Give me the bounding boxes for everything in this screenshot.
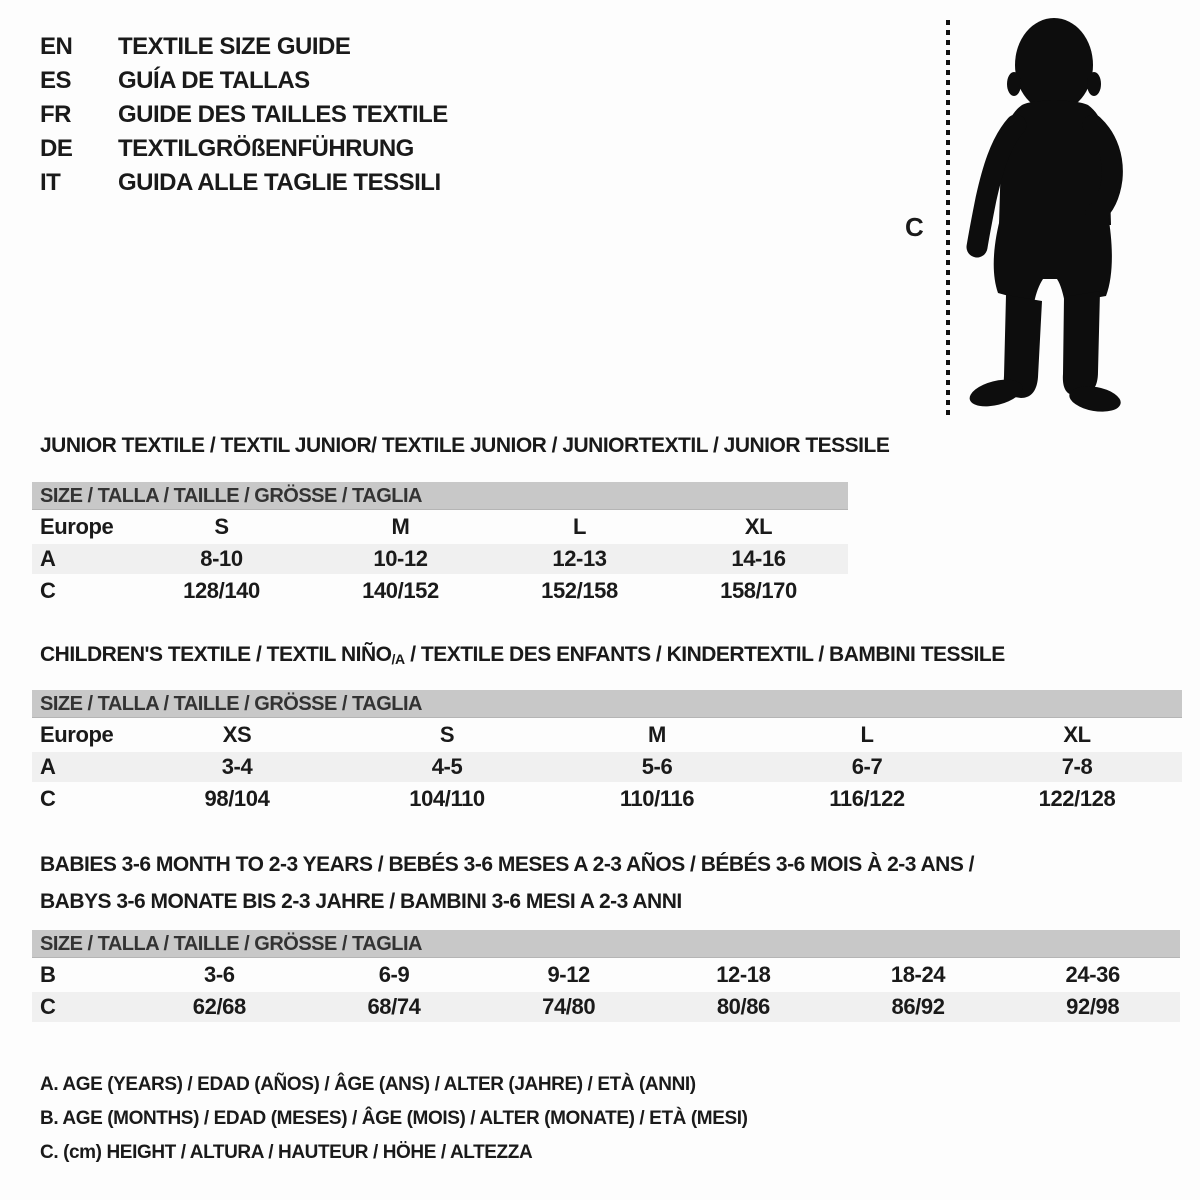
language-row-fr — [40, 98, 448, 132]
babies-section-title — [40, 846, 974, 920]
table-cell: L — [572, 514, 587, 539]
junior-size-header-band: SIZE / TALLA / TAILLE / GRÖSSE / TAGLIA — [32, 482, 848, 510]
babies-title-line2: BABYS 3-6 MONATE BIS 2-3 JAHRE / BAMBINI 3-6 MESI A 2-3 ANNI — [40, 890, 682, 913]
language-code: ES — [40, 67, 72, 94]
row-label: Europe — [40, 514, 114, 539]
children-row-europe — [32, 720, 1182, 750]
children-size-header-band: SIZE / TALLA / TAILLE / GRÖSSE / TAGLIA — [32, 690, 1182, 718]
table-cell: 110/116 — [619, 786, 695, 811]
row-label: C — [40, 578, 56, 603]
table-cell: 74/80 — [542, 994, 596, 1019]
table-cell: M — [391, 514, 410, 539]
legend-line-b: B. AGE (MONTHS) / EDAD (MESES) / ÂGE (MOIS) / ALTER (MONATE) / ETÀ (MESI) — [40, 1108, 748, 1129]
children-title-part1: CHILDREN'S TEXTILE / TEXTIL NIÑO — [40, 643, 392, 666]
table-cell: 98/104 — [204, 786, 270, 811]
table-cell: 3-6 — [204, 962, 235, 987]
table-cell: M — [648, 722, 666, 747]
row-label: Europe — [40, 722, 114, 747]
table-cell: S — [439, 722, 455, 747]
babies-size-table — [32, 930, 1180, 1022]
row-label: C — [40, 786, 56, 811]
table-cell: 80/86 — [716, 994, 770, 1019]
table-cell: 158/170 — [720, 578, 797, 603]
junior-row-height — [32, 576, 848, 606]
language-code: IT — [40, 169, 61, 196]
measure-c-label: C — [905, 212, 924, 242]
table-cell: 18-24 — [890, 962, 946, 987]
table-cell: 8-10 — [200, 546, 243, 571]
table-cell: XL — [1063, 722, 1091, 747]
children-row-height — [32, 784, 1182, 814]
table-cell: 12-13 — [552, 546, 607, 571]
language-label: GUIDA ALLE TAGLIE TESSILI — [118, 169, 441, 196]
language-label: GUÍA DE TALLAS — [118, 67, 310, 94]
table-cell: 128/140 — [183, 578, 260, 603]
table-cell: 86/92 — [891, 994, 945, 1019]
babies-row-months — [32, 960, 1180, 990]
children-row-age — [32, 752, 1182, 782]
junior-row-europe — [32, 512, 848, 542]
table-cell: 68/74 — [367, 994, 421, 1019]
table-cell: 62/68 — [192, 994, 246, 1019]
language-label: TEXTILE SIZE GUIDE — [118, 33, 351, 60]
language-code: DE — [40, 135, 73, 162]
junior-section-title: JUNIOR TEXTILE / TEXTIL JUNIOR/ TEXTILE JUNIOR / JUNIORTEXTIL / JUNIOR TESSILE — [40, 434, 890, 457]
language-row-en — [40, 30, 448, 64]
height-measure-dashed-line — [946, 20, 950, 418]
language-code: EN — [40, 33, 73, 60]
measurement-legend — [40, 1068, 748, 1170]
table-cell: 3-4 — [221, 754, 253, 779]
babies-row-height — [32, 992, 1180, 1022]
table-cell: XL — [744, 514, 773, 539]
language-code: FR — [40, 101, 71, 128]
children-size-table — [32, 690, 1182, 814]
table-cell: 14-16 — [731, 546, 786, 571]
language-label: GUIDE DES TAILLES TEXTILE — [118, 101, 448, 128]
row-label: A — [40, 546, 56, 571]
row-label: C — [40, 994, 56, 1019]
table-cell: 92/98 — [1066, 994, 1120, 1019]
table-cell: 116/122 — [829, 786, 905, 811]
table-cell: 122/128 — [1038, 786, 1116, 811]
table-cell: S — [214, 514, 229, 539]
toddler-silhouette-icon — [960, 16, 1140, 418]
legend-line-c: C. (cm) HEIGHT / ALTURA / HAUTEUR / HÖHE / ALTEZZA — [40, 1142, 533, 1163]
table-cell: 104/110 — [409, 786, 485, 811]
table-cell: 7-8 — [1061, 754, 1093, 779]
children-section-title — [40, 643, 1005, 667]
table-cell: XS — [222, 722, 252, 747]
table-cell: 12-18 — [716, 962, 771, 987]
table-cell: 4-5 — [431, 754, 463, 779]
language-row-de — [40, 132, 448, 166]
table-cell: 10-12 — [373, 546, 428, 571]
table-cell: 140/152 — [362, 578, 439, 603]
language-label: TEXTILGRÖßENFÜHRUNG — [118, 135, 414, 162]
table-cell: 6-7 — [851, 754, 883, 779]
table-cell: 6-9 — [378, 962, 410, 987]
table-cell: 5-6 — [641, 754, 673, 779]
legend-line-a: A. AGE (YEARS) / EDAD (AÑOS) / ÂGE (ANS) / ALTER (JAHRE) / ETÀ (ANNI) — [40, 1074, 696, 1095]
babies-size-header-band: SIZE / TALLA / TAILLE / GRÖSSE / TAGLIA — [32, 930, 1180, 958]
row-label: A — [40, 754, 56, 779]
table-cell: L — [860, 722, 874, 747]
language-row-it — [40, 166, 448, 200]
babies-title-line1: BABIES 3-6 MONTH TO 2-3 YEARS / BEBÉS 3-6 MESES A 2-3 AÑOS / BÉBÉS 3-6 MOIS À 2-3 ANS / — [40, 853, 975, 876]
junior-row-age — [32, 544, 848, 574]
table-cell: 9-12 — [547, 962, 590, 987]
table-cell: 152/158 — [541, 578, 618, 603]
junior-size-table — [32, 482, 848, 606]
row-label: B — [40, 962, 56, 987]
children-title-sub: /A — [391, 651, 405, 667]
table-cell: 24-36 — [1065, 962, 1120, 987]
language-row-es — [40, 64, 448, 98]
language-list — [40, 30, 448, 200]
children-title-part2: / TEXTILE DES ENFANTS / KINDERTEXTIL / BAMBINI TESSILE — [404, 643, 1005, 666]
